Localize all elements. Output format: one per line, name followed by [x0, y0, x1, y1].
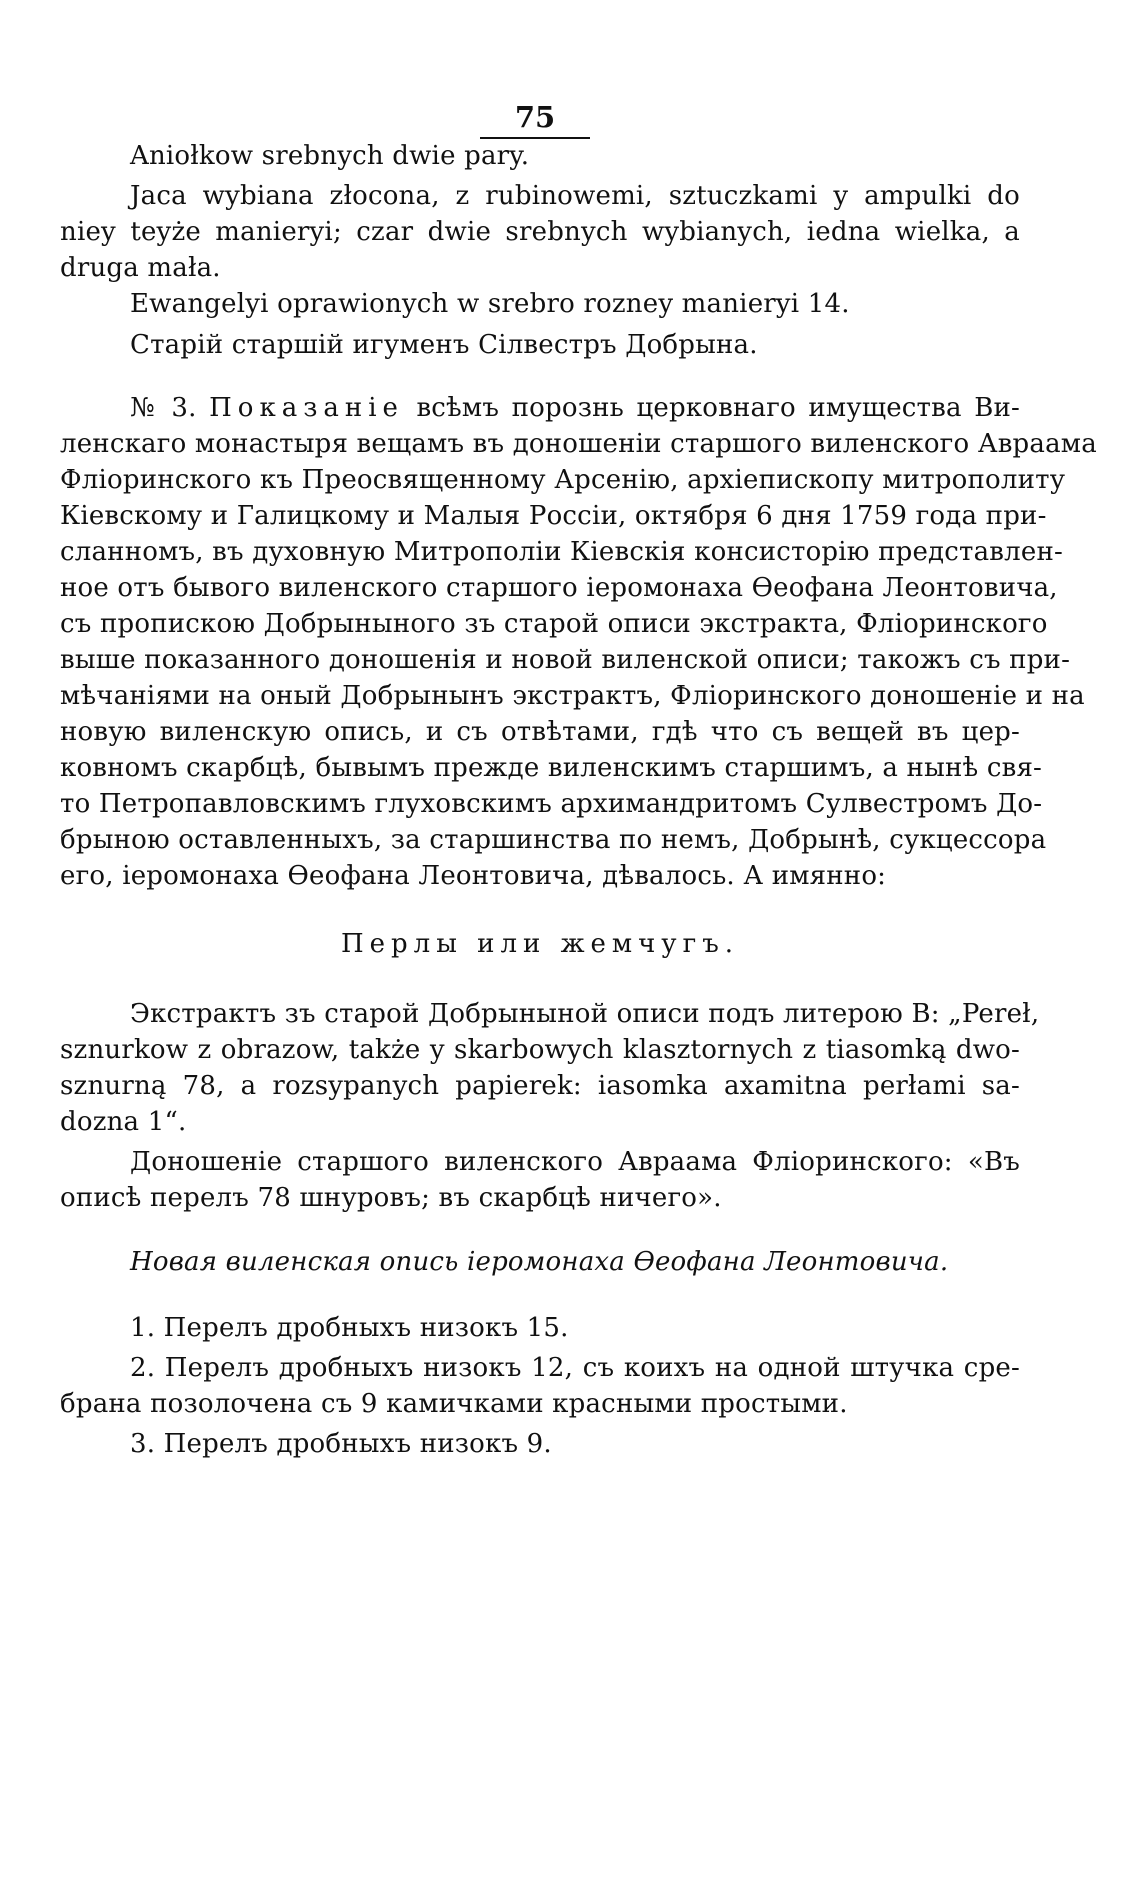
inventory-item: 1. Перелъ дробныхъ низокъ 15.: [130, 1313, 569, 1343]
section3-line: мѣчаніями на оный Добрынынъ экстрактъ, Фліоринского доношеніе и на: [60, 681, 1085, 711]
inventory-item-continuation: брана позолочена съ 9 камичками красными простыми.: [60, 1389, 848, 1419]
heading-new-inventory: Новая виленская опись іеромонаха Өеофана Леонтовича.: [130, 1247, 949, 1277]
section3-line: выше показанного доношенія и новой виленской описи; такожъ съ при-: [60, 645, 1071, 675]
section3-line: Кіевскому и Галицкому и Малыя Россіи, октября 6 дня 1759 года при-: [60, 501, 1047, 531]
intro-line: druga mała.: [60, 253, 221, 283]
section3-line: его, іеромонаха Өеофана Леонтовича, дѣвалось. А имянно:: [60, 861, 887, 891]
section3-title-word: Показаніе: [209, 393, 404, 423]
heading-pearls: Перлы или жемчугъ.: [340, 929, 740, 959]
report-line: описѣ перелъ 78 шнуровъ; въ скарбцѣ ничего».: [60, 1183, 722, 1213]
page-number: 75: [514, 100, 556, 134]
section3-line: ленскаго монастыря вещамъ въ доношеніи старшого виленского Авраама: [60, 429, 1097, 459]
section3-line: Фліоринского къ Преосвященному Арсенію, архіепископу митрополиту: [60, 465, 1066, 495]
section3-line: сланномъ, въ духовную Митрополіи Кіевскія консисторію представлен-: [60, 537, 1063, 567]
intro-line: Aniołkow srebnych dwie pary.: [130, 141, 530, 171]
intro-line: Jaca wybiana złocona, z rubinowemi, sztuczkami y ampulki do: [130, 181, 1020, 211]
extract-line: Экстрактъ зъ старой Добрыныной описи подъ литерою В: „Pereł,: [130, 999, 1040, 1029]
intro-line: niey teyże manieryi; czar dwie srebnych wybianych, iedna wielka, a: [60, 217, 1020, 247]
section3-line: новую виленскую опись, и съ отвѣтами, гдѣ что съ вещей въ цер-: [60, 717, 1020, 747]
section3-line: брыною оставленныхъ, за старшинства по немъ, Добрынѣ, сукцессора: [60, 825, 1047, 855]
extract-line: dozna 1“.: [60, 1107, 187, 1137]
intro-signature: Старій старшій игуменъ Сілвестръ Добрына.: [130, 330, 758, 360]
section3-line: съ пропискою Добрыныного зъ старой описи экстракта, Фліоринского: [60, 609, 1048, 639]
section3-line: то Петропавловскимъ глуховскимъ архимандритомъ Сулвестромъ До-: [60, 789, 1043, 819]
section3-first-line: [130, 390, 1020, 426]
inventory-item: 2. Перелъ дробныхъ низокъ 12, съ коихъ на одной штучка сре-: [130, 1353, 1020, 1383]
inventory-item: 3. Перелъ дробныхъ низокъ 9.: [130, 1429, 552, 1459]
intro-line: Ewangelyi oprawionych w srebro rozney manieryi 14.: [130, 289, 850, 319]
section3-line: ковномъ скарбцѣ, бывымъ прежде виленскимъ старшимъ, а нынѣ свя-: [60, 753, 1043, 783]
report-line: Доношеніе старшого виленского Авраама Фліоринского: «Въ: [130, 1147, 1020, 1177]
section3-line: ное отъ бывого виленского старшого іеромонаха Өеофана Леонтовича,: [60, 573, 1058, 603]
section3-number: № 3.: [130, 393, 197, 423]
extract-line: sznurną 78, a rozsypanych papierek: iasomka axamitna perłami sa-: [60, 1071, 1020, 1101]
extract-line: sznurkow z obrazow, także y skarbowych klasztornych z tiasomką dwo-: [60, 1035, 1020, 1065]
section3-first-line-rest: всѣмъ порознь церковнаго имущества Ви-: [416, 393, 1021, 423]
